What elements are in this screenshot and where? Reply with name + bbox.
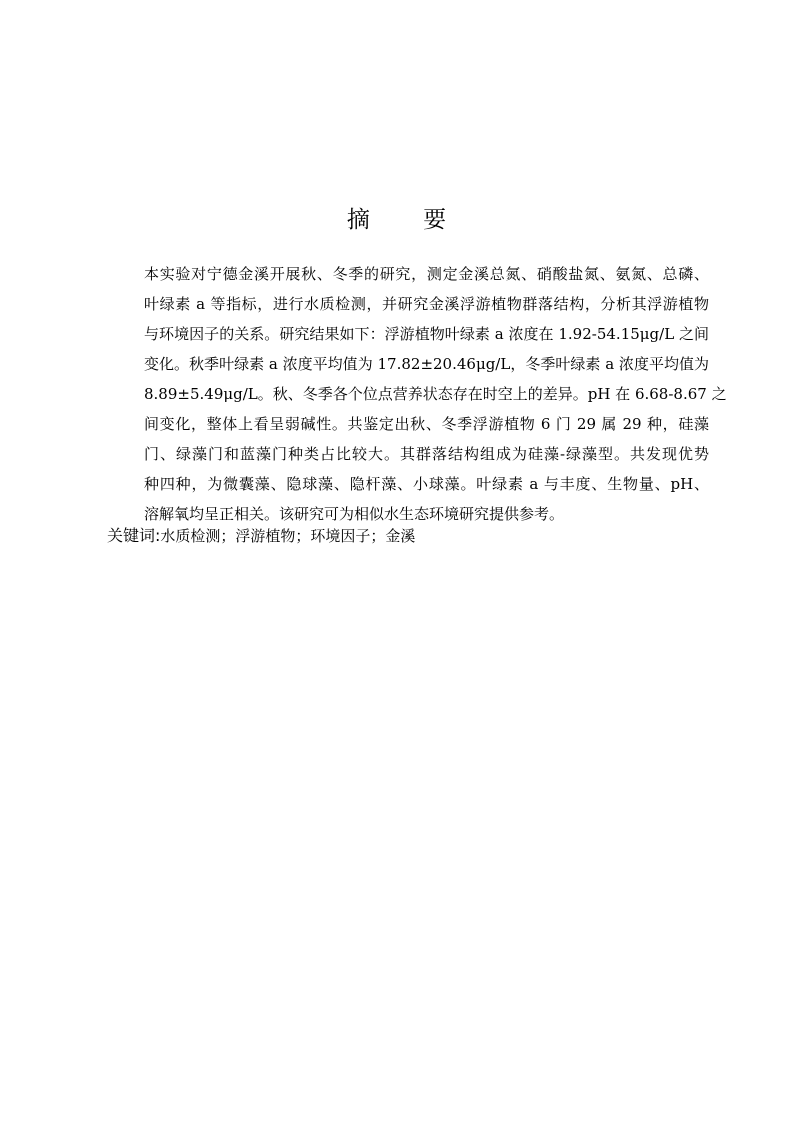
abstract-line: 门、绿藻门和蓝藻门种类占比较大。其群落结构组成为硅藻-绿藻型。共发现优势 [144,445,709,463]
abstract-line: 种四种，为微囊藻、隐球藻、隐杆藻、小球藻。叶绿素 a 与丰度、生物量、pH、 [144,475,709,493]
abstract-line: 变化。秋季叶绿素 a 浓度平均值为 17.82±20.46μg/L，冬季叶绿素 a 浓度平均值为 [144,355,709,373]
abstract-line: 叶绿素 a 等指标，进行水质检测，并研究金溪浮游植物群落结构，分析其浮游植物 [144,295,709,313]
abstract-body [144,259,727,529]
abstract-title: 摘 要 [346,207,470,233]
keywords-line [107,521,415,551]
keywords-label: 关键词: [107,526,161,545]
abstract-line: 8.89±5.49μg/L。秋、冬季各个位点营养状态存在时空上的差异。pH 在 6.68-8.67 之 [144,385,727,403]
abstract-line: 本实验对宁德金溪开展秋、冬季的研究，测定金溪总氮、硝酸盐氮、氨氮、总磷、 [144,265,709,283]
abstract-line: 间变化，整体上看呈弱碱性。共鉴定出秋、冬季浮游植物 6 门 29 属 29 种，硅藻 [144,415,709,433]
keywords-text: 水质检测；浮游植物；环境因子；金溪 [160,527,416,545]
abstract-line: 溶解氧均呈正相关。该研究可为相似水生态环境研究提供参考。 [144,505,565,523]
abstract-line: 与环境因子的关系。研究结果如下：浮游植物叶绿素 a 浓度在 1.92-54.15μg/L 之间 [144,325,709,343]
